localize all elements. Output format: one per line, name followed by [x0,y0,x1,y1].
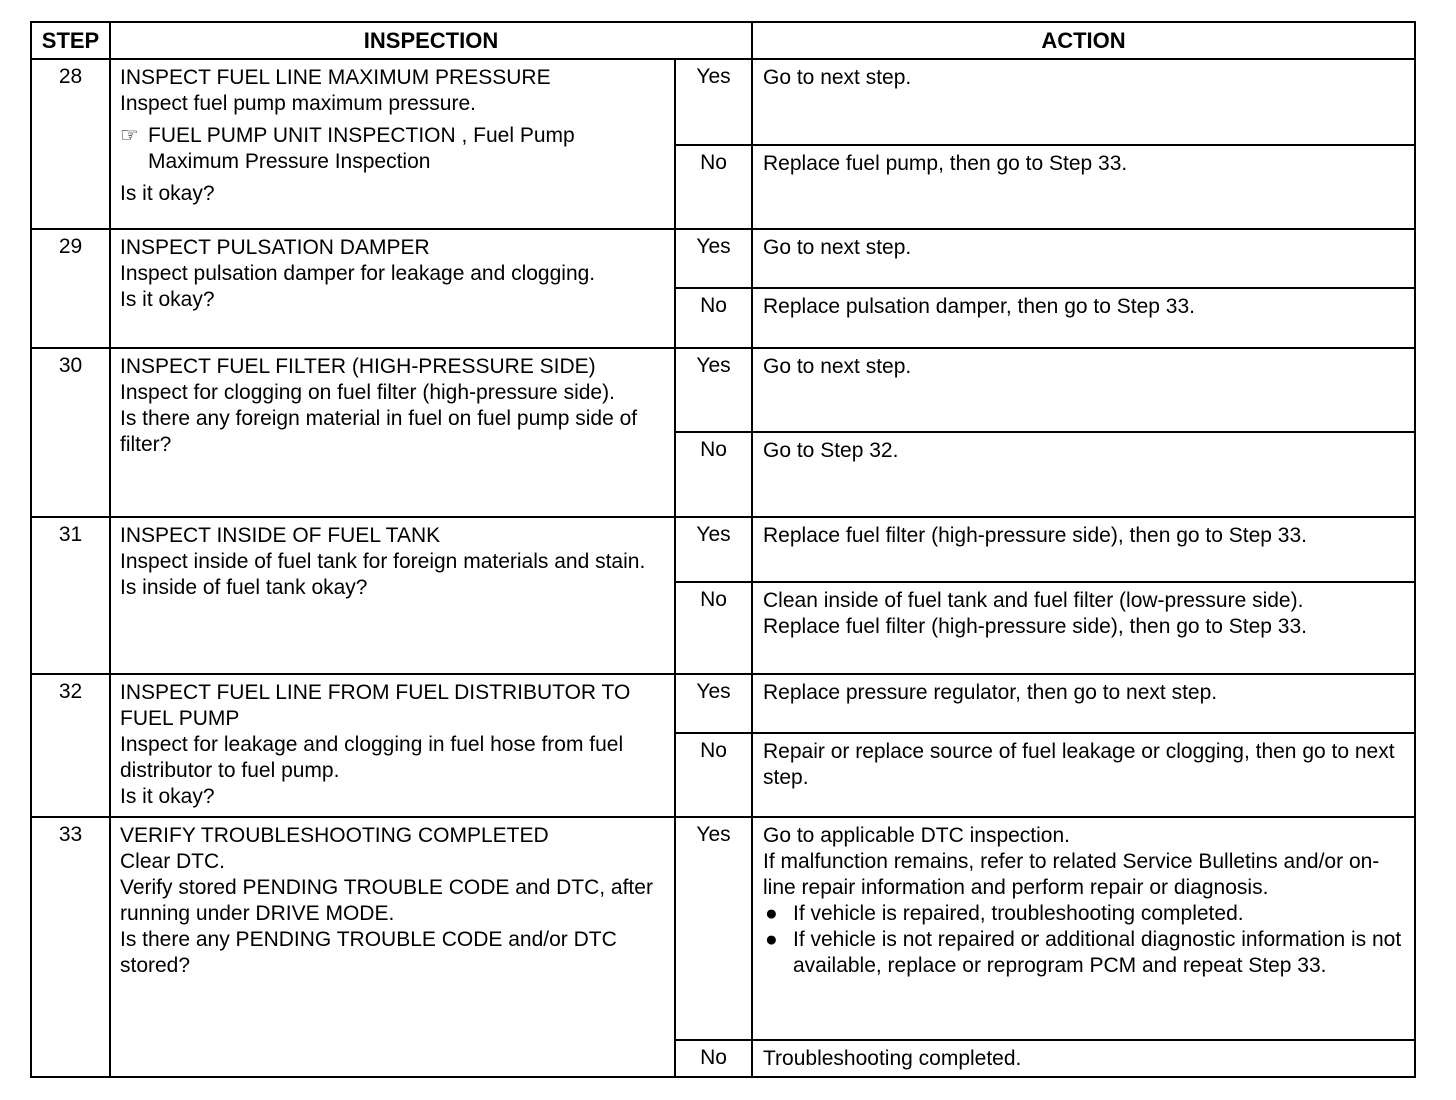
no-label: No [675,288,752,348]
inspection-cell [110,817,675,1077]
no-label: No [675,733,752,817]
header-row [31,22,1415,59]
bullet-icon: ● [765,928,778,951]
action-text: Replace pulsation damper, then go to Step 33. [763,295,1195,318]
action-text: Replace fuel pump, then go to Step 33. [763,152,1128,175]
action-text: Go to next step. [763,355,912,378]
troubleshooting-table [30,21,1416,1078]
action-text: Go to applicable DTC inspection. [763,824,1070,847]
yes-label: Yes [675,674,752,733]
bullet-text: If vehicle is repaired, troubleshooting completed. [793,902,1244,925]
bullet-text: If vehicle is not repaired or additional diagnostic information is not available, replace or reprogram PCM and repeat Step 33. [793,928,1402,977]
action-text: Repair or replace source of fuel leakage or clogging, then go to next step. [763,740,1395,789]
yes-label: Yes [675,817,752,1040]
inspection-text: Clear DTC. [120,850,226,873]
action-text: Go to next step. [763,66,912,89]
inspection-text: Inspect pulsation damper for leakage and clogging. [120,262,596,285]
reference-text: Maximum Pressure Inspection [148,150,431,173]
yes-action [752,817,1415,1040]
no-action [752,145,1415,229]
inspection-cell [110,59,675,229]
inspection-cell [110,348,675,517]
pointing-hand-icon: ☞ [120,124,139,147]
inspection-text: Inspect for clogging on fuel filter (high-pressure side). [120,381,615,404]
action-bullet [763,927,1406,979]
step-number: 33 [31,817,110,1077]
yes-label: Yes [675,348,752,432]
step-number: 32 [31,674,110,817]
no-label: No [675,145,752,229]
step-row-yes [31,59,1415,145]
step-row-yes [31,517,1415,582]
action-text: Clean inside of fuel tank and fuel filter (low-pressure side). [763,589,1304,612]
action-text: Troubleshooting completed. [763,1047,1022,1070]
inspection-question: Is it okay? [120,182,215,205]
yes-action [752,59,1415,145]
step-number: 31 [31,517,110,674]
inspection-title: INSPECT PULSATION DAMPER [120,236,430,259]
no-action [752,288,1415,348]
no-action [752,1040,1415,1077]
yes-label: Yes [675,229,752,288]
no-label: No [675,582,752,674]
inspection-cell [110,674,675,817]
action-text: Replace fuel filter (high-pressure side), then go to Step 33. [763,615,1307,638]
step-number: 28 [31,59,110,229]
inspection-question: Is inside of fuel tank okay? [120,576,368,599]
step-number: 30 [31,348,110,517]
step-row-yes [31,348,1415,432]
manual-reference [120,123,666,175]
inspection-title: VERIFY TROUBLESHOOTING COMPLETED [120,824,549,847]
step-row-yes [31,817,1415,1040]
action-text: Go to next step. [763,236,912,259]
inspection-question: Is it okay? [120,288,215,311]
step-row-yes [31,229,1415,288]
no-action [752,733,1415,817]
no-action [752,432,1415,517]
yes-action [752,674,1415,733]
inspection-text: Verify stored PENDING TROUBLE CODE and DTC, after running under DRIVE MODE. [120,876,653,925]
action-text: Replace fuel filter (high-pressure side), then go to Step 33. [763,524,1307,547]
inspection-question: Is it okay? [120,785,215,808]
inspection-text: Inspect for leakage and clogging in fuel hose from fuel distributor to fuel pump. [120,733,624,782]
inspection-title: INSPECT FUEL FILTER (HIGH-PRESSURE SIDE) [120,355,596,378]
action-header: ACTION [752,22,1415,59]
yes-action [752,348,1415,432]
yes-action [752,229,1415,288]
action-text: If malfunction remains, refer to related Service Bulletins and/or on-line repair information and perform repair or diagnosis. [763,850,1380,899]
no-label: No [675,1040,752,1077]
reference-text: FUEL PUMP UNIT INSPECTION , Fuel Pump [148,124,575,147]
action-text: Replace pressure regulator, then go to next step. [763,681,1218,704]
step-header: STEP [31,22,110,59]
inspection-question: Is there any foreign material in fuel on fuel pump side of filter? [120,407,638,456]
no-action [752,582,1415,674]
bullet-icon: ● [765,902,778,925]
inspection-title: INSPECT FUEL LINE FROM FUEL DISTRIBUTOR TO FUEL PUMP [120,681,631,730]
yes-label: Yes [675,59,752,145]
yes-action [752,517,1415,582]
inspection-cell [110,517,675,674]
no-label: No [675,432,752,517]
inspection-text: Inspect fuel pump maximum pressure. [120,92,476,115]
action-bullet [763,901,1406,927]
inspection-header: INSPECTION [110,22,752,59]
step-row-yes [31,674,1415,733]
action-text: Go to Step 32. [763,439,899,462]
inspection-text: Inspect inside of fuel tank for foreign materials and stain. [120,550,646,573]
inspection-question: Is there any PENDING TROUBLE CODE and/or DTC stored? [120,928,617,977]
inspection-title: INSPECT INSIDE OF FUEL TANK [120,524,441,547]
yes-label: Yes [675,517,752,582]
inspection-cell [110,229,675,348]
inspection-title: INSPECT FUEL LINE MAXIMUM PRESSURE [120,66,551,89]
step-number: 29 [31,229,110,348]
